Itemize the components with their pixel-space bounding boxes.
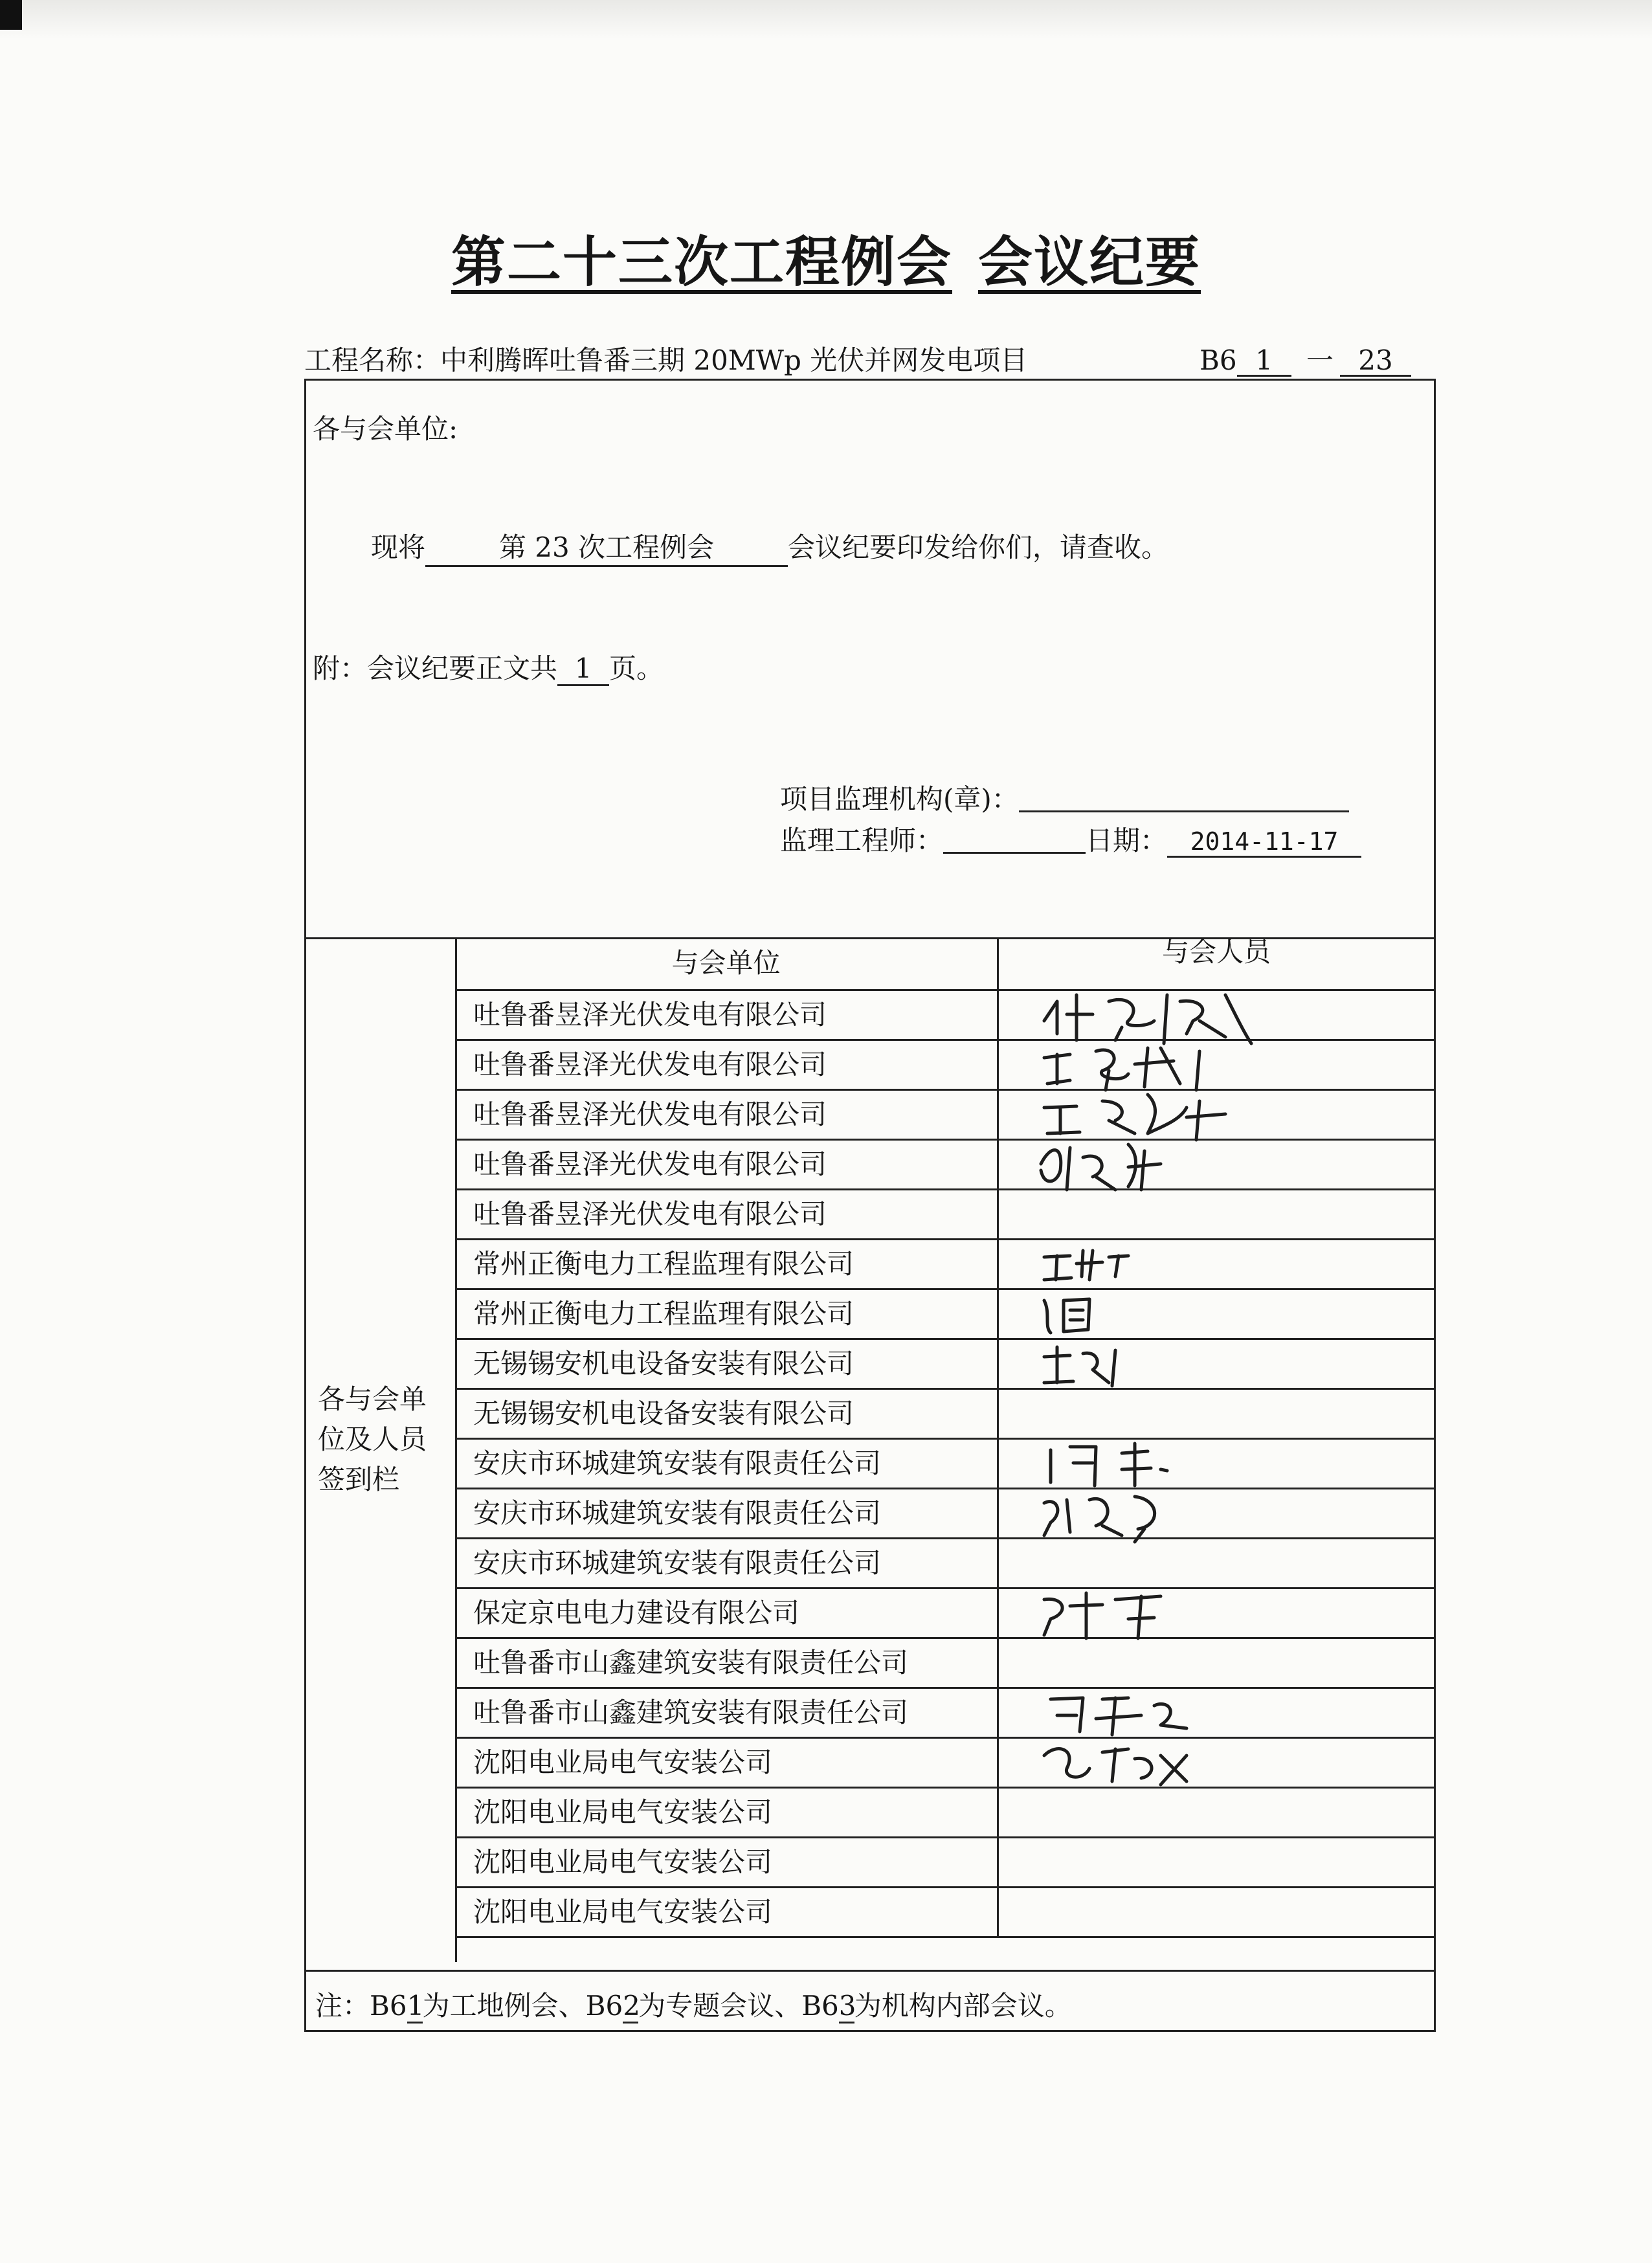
signature-stroke [1044,1749,1187,1785]
signature-stroke [1044,1593,1161,1638]
notice-post: 会议纪要印发给你们，请查收。 [788,531,1169,563]
scan-shadow [0,0,1652,39]
engineer-date-line [780,819,1361,858]
attendee-unit: 安庆市环城建筑安装有限责任公司 [455,1489,999,1537]
attendee-signature-cell [999,1489,1434,1537]
side-label-line: 各与会单 [318,1383,427,1415]
attendance-table [306,936,1434,1928]
attendee-unit: 吐鲁番昱泽光伏发电有限公司 [455,1091,999,1139]
table-row [455,1340,1434,1390]
attendee-unit: 吐鲁番昱泽光伏发电有限公司 [455,1041,999,1089]
table-row [455,1639,1434,1689]
attachment-line [313,647,664,686]
document-code [1200,339,1411,378]
seal-line [780,778,1349,817]
org-seal-field [1019,782,1349,812]
engineer-label: 监理工程师： [780,825,944,856]
footnote-code-1: 1 [407,1990,423,2023]
title-minutes: 会议纪要 [978,230,1201,294]
attendee-signature-cell [999,1589,1434,1637]
attendee-unit: 安庆市环城建筑安装有限责任公司 [455,1440,999,1488]
attendee-unit: 沈阳电业局电气安装公司 [455,1789,999,1836]
minutes-form [304,379,1436,2032]
table-row [455,1390,1434,1440]
attendee-signature-cell [999,1789,1434,1836]
handwritten-signature [1031,1730,1277,1794]
column-header-unit: 与会单位 [455,939,999,989]
signature-stroke [1044,1251,1128,1280]
footnote-part: 为机构内部会议。 [854,1990,1072,2022]
footnote-part: 为专题会议、B6 [638,1990,839,2022]
date-field: 2014-11-17 [1167,827,1361,858]
footnote [306,1970,1434,2034]
signature-stroke [1044,1299,1089,1333]
project-header [304,335,1418,374]
attendee-signature-cell [999,1888,1434,1936]
project-name: 工程名称：中利腾晖吐鲁番三期 20MWp 光伏并网发电项目 [304,344,1028,376]
date-label: 日期： [1086,825,1168,856]
attendee-unit: 吐鲁番市山鑫建筑安装有限责任公司 [455,1639,999,1687]
recipients-label: 各与会单位: [313,413,458,445]
code-dash: 一 [1306,344,1334,376]
table-row [455,1290,1434,1340]
attendee-unit: 保定京电电力建设有限公司 [455,1589,999,1637]
table-row [455,1041,1434,1091]
table-row [455,1838,1434,1888]
code-sequence: 23 [1340,346,1411,377]
attendee-signature-cell [999,1739,1434,1787]
attendee-signature-cell [999,1838,1434,1886]
table-row [455,991,1434,1041]
handwritten-signature [1031,1480,1277,1545]
handwritten-signature [1031,1132,1277,1196]
attendee-unit: 常州正衡电力工程监理有限公司 [455,1290,999,1338]
notice-line [371,526,1168,567]
page-title [0,219,1652,297]
side-label-line: 签到栏 [318,1464,400,1495]
attendance-side-column [306,939,457,1962]
table-row [455,1739,1434,1789]
attendee-unit: 吐鲁番市山鑫建筑安装有限责任公司 [455,1689,999,1737]
attendee-unit: 无锡锡安机电设备安装有限公司 [455,1390,999,1438]
table-row [455,1141,1434,1190]
attachment-pre: 附：会议纪要正文共 [313,652,558,684]
code-number: 1 [1237,346,1291,377]
table-row [455,1589,1434,1639]
attendance-rows [455,936,1434,1938]
table-row [455,1888,1434,1938]
table-header-row [455,936,1434,991]
signature-stroke [1044,1497,1155,1542]
attendee-unit: 常州正衡电力工程监理有限公司 [455,1240,999,1288]
table-row [455,1789,1434,1838]
attendee-signature-cell [999,1340,1434,1388]
side-label-line: 位及人员 [318,1423,427,1455]
table-row [455,1539,1434,1589]
footnote-part: 为工地例会、B6 [422,1990,623,2022]
attendee-unit: 沈阳电业局电气安装公司 [455,1838,999,1886]
footnote-code-3: 3 [839,1990,854,2023]
signature-stroke [1051,1444,1167,1486]
table-row [455,1440,1434,1489]
footnote-text [315,1985,1072,2023]
scan-corner-mark [0,0,22,30]
footnote-code-2: 2 [623,1990,638,2023]
attendee-unit: 沈阳电业局电气安装公司 [455,1888,999,1936]
signature-stroke [1044,1347,1115,1386]
column-header-person: 与会人员 [1161,936,1271,968]
notice-pre: 现将 [371,531,426,563]
attendee-signature-cell [999,1141,1434,1188]
meeting-name-field: 第 23 次工程例会 [425,526,788,567]
attendance-side-label [318,1379,427,1500]
table-row [455,1190,1434,1240]
code-prefix: B6 [1200,344,1237,376]
attachment-pages: 1 [557,652,609,686]
attendee-unit: 无锡锡安机电设备安装有限公司 [455,1340,999,1388]
handwritten-signature [1031,1580,1277,1645]
footnote-part: 注：B6 [315,1990,407,2022]
attachment-post: 页。 [609,652,664,684]
table-row [455,1689,1434,1739]
attendee-unit: 吐鲁番昱泽光伏发电有限公司 [455,1141,999,1188]
table-row [455,1091,1434,1141]
attendee-unit: 吐鲁番昱泽光伏发电有限公司 [455,1190,999,1238]
attendee-unit: 吐鲁番昱泽光伏发电有限公司 [455,991,999,1039]
attendee-unit: 安庆市环城建筑安装有限责任公司 [455,1539,999,1587]
signature-stroke [1041,1144,1161,1190]
org-seal-label: 项目监理机构(章)： [780,783,1019,815]
table-row [455,1489,1434,1539]
attendee-unit: 沈阳电业局电气安装公司 [455,1739,999,1787]
title-meeting: 第二十三次工程例会 [451,230,952,294]
table-row [455,1240,1434,1290]
engineer-field [943,823,1086,854]
handwritten-signature [1031,1331,1277,1396]
